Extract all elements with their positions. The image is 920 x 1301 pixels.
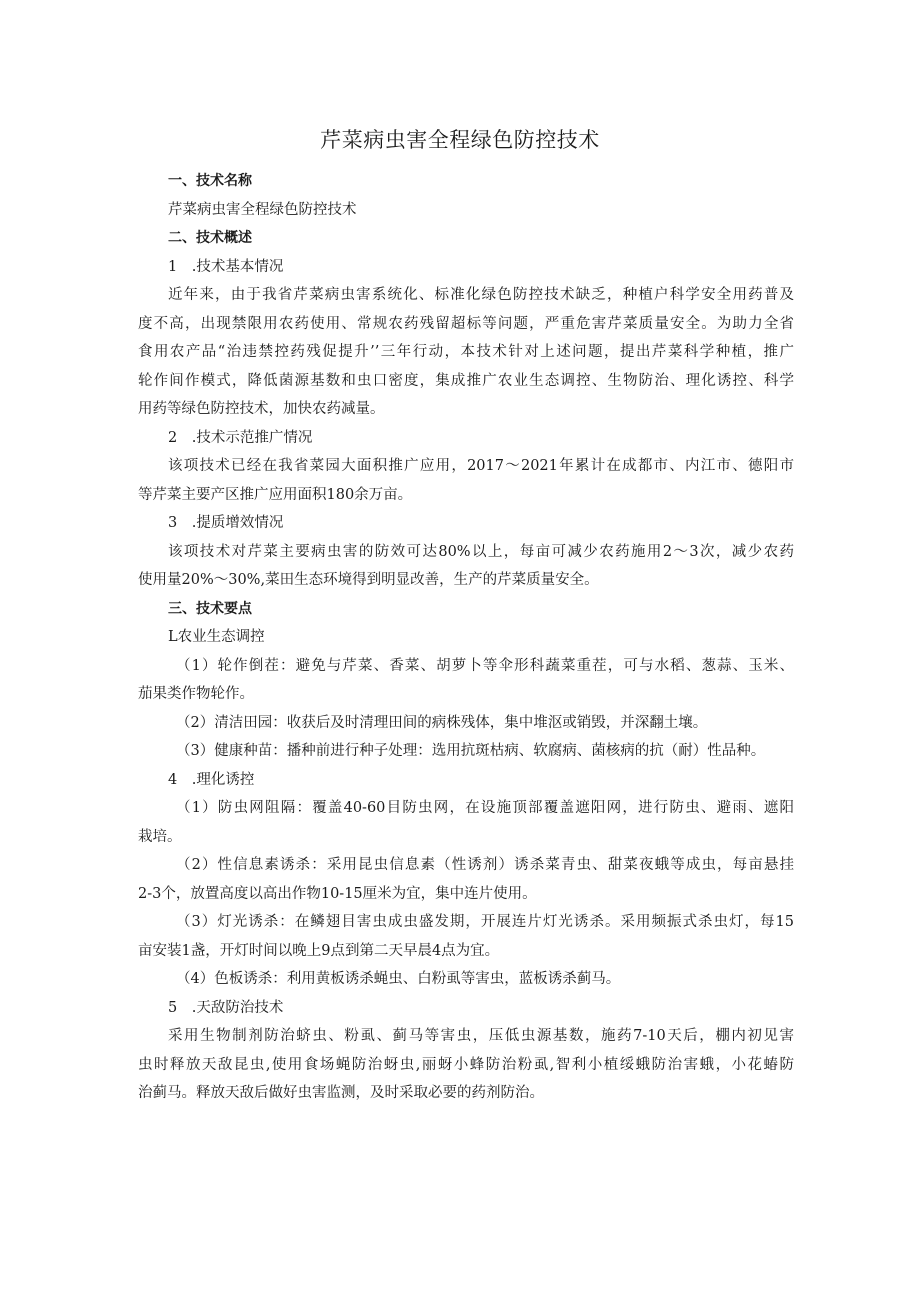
paragraph-line: 2-3个，放置高度以高出作物10-15厘米为宜，集中连片使用。	[138, 885, 537, 902]
paragraph-line: 栽培。	[138, 828, 182, 845]
paragraph-line: L农业生态调控	[168, 629, 265, 645]
paragraph-line: 轮作间作模式，降低菌源基数和虫口密度，集成推广农业生态调控、生物防治、理化诱控、科学	[138, 372, 794, 389]
paragraph-line: 该项技术已经在我省菜园大面积推广应用，2017～2021年累计在成都市、内江市、德阳市	[168, 458, 794, 474]
paragraph-line: （3）健康种苗：播种前进行种子处理：选用抗斑枯病、软腐病、菌核病的抗（耐）性品种。	[176, 743, 766, 759]
section-heading: 三、技术要点	[168, 600, 252, 617]
paragraph-line: （1）轮作倒茬：避免与芹菜、香菜、胡萝卜等伞形科蔬菜重茬，可与水稻、葱蒜、玉米、	[176, 657, 794, 674]
paragraph-line: 使用量20%～30%,菜田生态环境得到明显改善，生产的芹菜质量安全。	[138, 572, 599, 588]
paragraph-line: （3）灯光诱杀：在鳞翅目害虫成虫盛发期，开展连片灯光诱杀。采用频振式杀虫灯，每15	[176, 914, 794, 930]
paragraph-line: 近年来，由于我省芹菜病虫害系统化、标准化绿色防控技术缺乏，种植户科学安全用药普及	[168, 287, 794, 303]
paragraph-line: 芹菜病虫害全程绿色防控技术	[168, 201, 357, 218]
paragraph-line: （2）性信息素诱杀：采用昆虫信息素（性诱剂）诱杀菜青虫、甜菜夜蛾等成虫，每亩悬挂	[176, 857, 794, 873]
paragraph-line: 3 .提质增效情况	[168, 515, 284, 531]
paragraph-line: 5 .天敌防治技术	[168, 999, 284, 1016]
paragraph-line: 用药等绿色防控技术，加快农药减量。	[138, 401, 385, 417]
paragraph-line: 亩安装1盏，开灯时间以晚上9点到第二天早晨4点为宜。	[138, 942, 500, 959]
paragraph-line: 2 .技术示范推广情况	[168, 429, 313, 446]
paragraph-line: 茄果类作物轮作。	[138, 686, 254, 702]
paragraph-line: 度不高，出现禁限用农药使用、常规农药残留超标等问题，严重危害芹菜质量安全。为助力全省	[138, 315, 794, 332]
paragraph-line: 虫时释放天敌昆虫,使用食场蝇防治蚜虫,丽蚜小蜂防治粉虱,智利小植绥蛾防治害蛾，小花蝽防	[138, 1056, 794, 1073]
document-body	[138, 167, 794, 1108]
paragraph-line: （4）色板诱杀：利用黄板诱杀蝇虫、白粉虱等害虫，蓝板诱杀蓟马。	[176, 971, 621, 987]
paragraph-line: 采用生物制剂防治蛴虫、粉虱、蓟马等害虫，压低虫源基数，施药7-10天后，棚内初见害	[168, 1028, 794, 1044]
paragraph-line: 1 .技术基本情况	[168, 258, 284, 275]
section-heading: 一、技术名称	[168, 173, 252, 189]
section-heading: 二、技术概述	[168, 230, 252, 246]
paragraph-line: 食用农产品“治违禁控药残促提升’’三年行动，本技术针对上述问题，提出芹菜科学种植，推广	[138, 344, 794, 360]
paragraph-line: 该项技术对芹菜主要病虫害的防效可达80%以上，每亩可减少农药施用2～3次，减少农药	[168, 543, 794, 560]
paragraph-line: 4 .理化诱控	[168, 771, 255, 788]
paragraph-line: 治蓟马。释放天敌后做好虫害监测，及时采取必要的药剂防治。	[138, 1085, 544, 1101]
document-title: 芹菜病虫害全程绿色防控技术	[320, 128, 600, 152]
paragraph-line: （1）防虫网阻隔：覆盖40-60目防虫网，在设施顶部覆盖遮阳网，进行防虫、避雨、遮阳	[176, 800, 794, 816]
paragraph-line: （2）清洁田园：收获后及时清理田间的病株残体，集中堆沤或销毁，并深翻土壤。	[176, 714, 708, 731]
paragraph-line: 等芹菜主要产区推广应用面积180余万亩。	[138, 486, 413, 503]
